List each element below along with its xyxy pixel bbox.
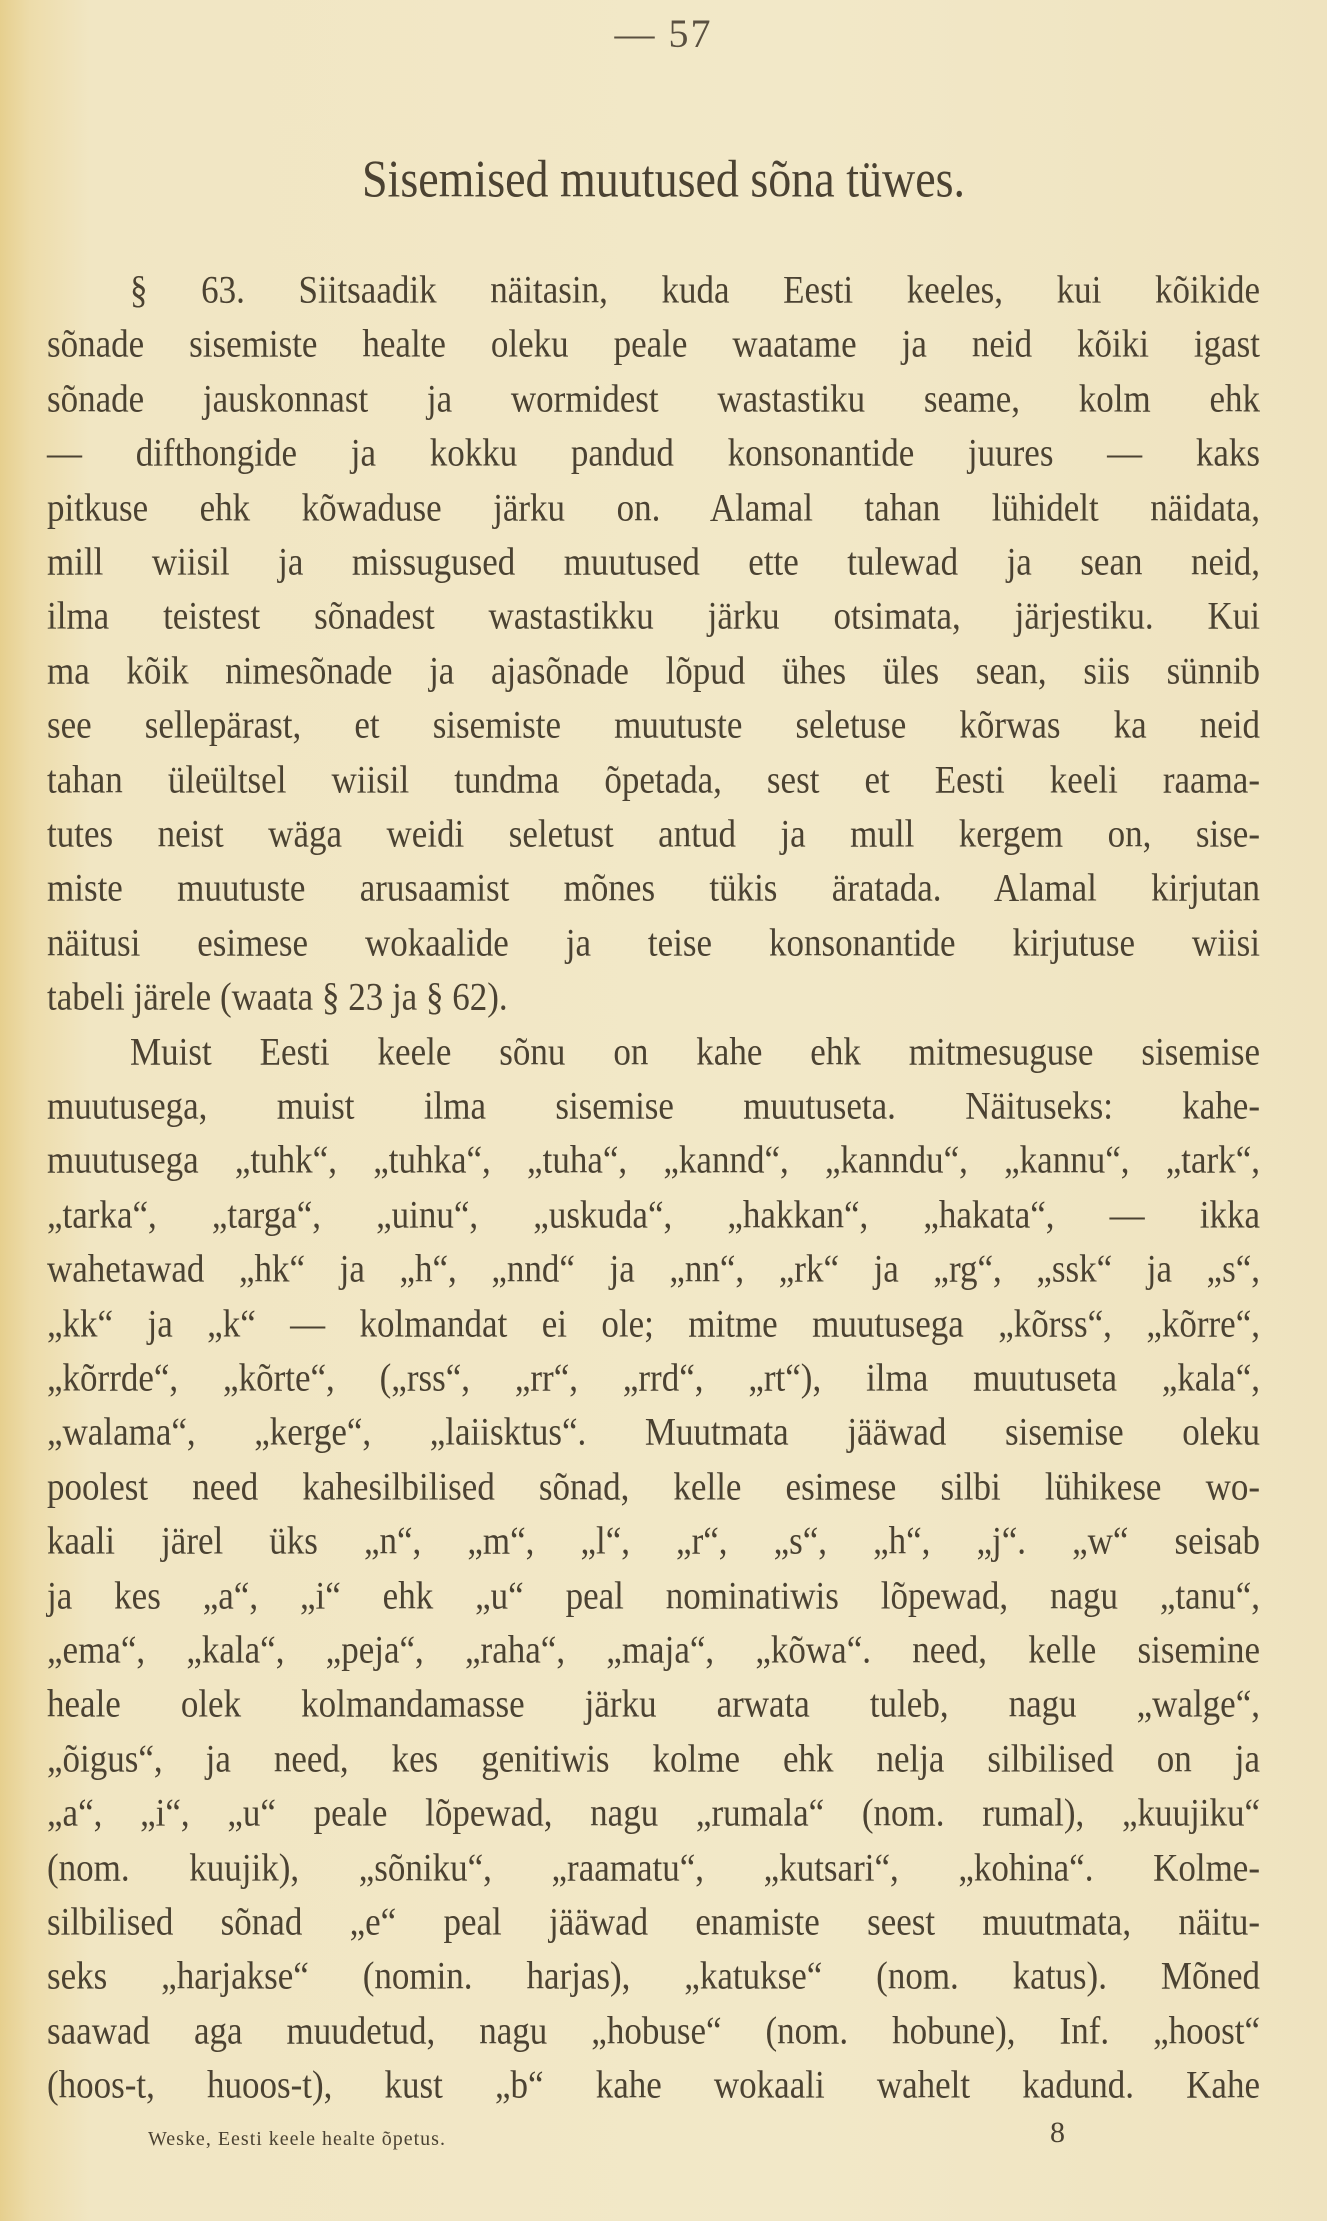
- text-line: pitkuse ehk kõwaduse järku on. Alamal tahan lühidelt näidata,: [47, 485, 1260, 529]
- text-line: „kõrrde“, „kõrte“, („rss“, „rr“, „rrd“, „rt“), ilma muutuseta „kala“,: [47, 1355, 1260, 1400]
- text-line: ma kõik nimesõnade ja ajasõnade lõpud ühes üles sean, siis sünnib: [47, 648, 1260, 693]
- section-title: Sisemised muutused sõna tüwes.: [361, 149, 966, 208]
- text-line: tutes neist wäga weidi seletust antud ja mull kergem on, sise-: [47, 811, 1260, 856]
- text-line: „õigus“, ja need, kes genitiwis kolme ehk nelja silbilised on ja: [47, 1736, 1260, 1781]
- text-line: „ema“, „kala“, „peja“, „raha“, „maja“, „kõwa“. need, kelle sisemine: [47, 1627, 1260, 1672]
- text-line: — difthongide ja kokku pandud konsonantide juures — kaks: [47, 430, 1260, 475]
- text-line: ilma teistest sõnadest wastastikku järku otsimata, järjestiku. Kui: [47, 593, 1260, 638]
- text-line: tabeli järele (waata § 23 ja § 62).: [47, 974, 508, 1019]
- text-line: poolest need kahesilbilised sõnad, kelle esimese silbi lühikese wo-: [47, 1464, 1260, 1509]
- text-line: sõnade sisemiste healte oleku peale waatame ja neid kõiki igast: [47, 321, 1260, 366]
- page-number: — 57: [614, 11, 713, 56]
- text-line: miste muutuste arusaamist mõnes tükis äratada. Alamal kirjutan: [47, 865, 1260, 910]
- text-line: näitusi esimese wokaalide ja teise konsonantide kirjutuse wiisi: [47, 920, 1260, 965]
- footer-book-reference: Weske, Eesti keele healte õpetus.: [148, 2128, 446, 2150]
- text-line: seks „harjakse“ (nomin. harjas), „katukse“ (nom. katus). Mõned: [47, 1953, 1260, 1998]
- text-line: saawad aga muudetud, nagu „hobuse“ (nom. hobune), Inf. „hoost“: [47, 2008, 1260, 2053]
- text-line: wahetawad „hk“ ja „h“, „nnd“ ja „nn“, „rk“ ja „rg“, „ssk“ ja „s“,: [47, 1246, 1260, 1291]
- text-line: silbilised sõnad „e“ peal jääwad enamiste seest muutmata, näitu-: [47, 1899, 1260, 1944]
- text-line: heale olek kolmandamasse järku arwata tuleb, nagu „walge“,: [47, 1681, 1260, 1726]
- text-line: kaali järel üks „n“, „m“, „l“, „r“, „s“, „h“, „j“. „w“ seisab: [47, 1518, 1260, 1563]
- text-line: mill wiisil ja missugused muutused ette tulewad ja sean neid,: [47, 539, 1260, 584]
- text-line: „walama“, „kerge“, „laiisktus“. Muutmata jääwad sisemise oleku: [47, 1409, 1260, 1454]
- text-line: (nom. kuujik), „sõniku“, „raamatu“, „kutsari“, „kohina“. Kolme-: [47, 1845, 1260, 1889]
- text-line: tahan üleültsel wiisil tundma õpetada, sest et Eesti keeli raama-: [47, 757, 1260, 801]
- text-line: Muist Eesti keele sõnu on kahe ehk mitmesuguse sisemise: [130, 1029, 1260, 1073]
- text-line: „tarka“, „targa“, „uinu“, „uskuda“, „hakkan“, „hakata“, — ikka: [47, 1192, 1260, 1237]
- text-line: muutusega „tuhk“, „tuhka“, „tuha“, „kannd“, „kanndu“, „kannu“, „tark“,: [47, 1137, 1260, 1182]
- text-line: sõnade jauskonnast ja wormidest wastastiku seame, kolm ehk: [47, 376, 1260, 421]
- text-line: „a“, „i“, „u“ peale lõpewad, nagu „rumala“ (nom. rumal), „kuujiku“: [47, 1790, 1260, 1835]
- printer-signature-mark: 8: [1050, 2116, 1065, 2149]
- text-line: muutusega, muist ilma sisemise muutuseta. Näituseks: kahe-: [47, 1083, 1260, 1128]
- text-line: § 63. Siitsaadik näitasin, kuda Eesti keeles, kui kõikide: [130, 267, 1260, 312]
- text-line: ja kes „a“, „i“ ehk „u“ peal nominatiwis lõpewad, nagu „tanu“,: [47, 1573, 1260, 1617]
- text-line: see sellepärast, et sisemiste muutuste seletuse kõrwas ka neid: [47, 702, 1260, 747]
- text-line: „kk“ ja „k“ — kolmandat ei ole; mitme muutusega „kõrss“, „kõrre“,: [47, 1301, 1260, 1345]
- text-line: (hoos-t, huoos-t), kust „b“ kahe wokaali wahelt kadund. Kahe: [47, 2062, 1260, 2107]
